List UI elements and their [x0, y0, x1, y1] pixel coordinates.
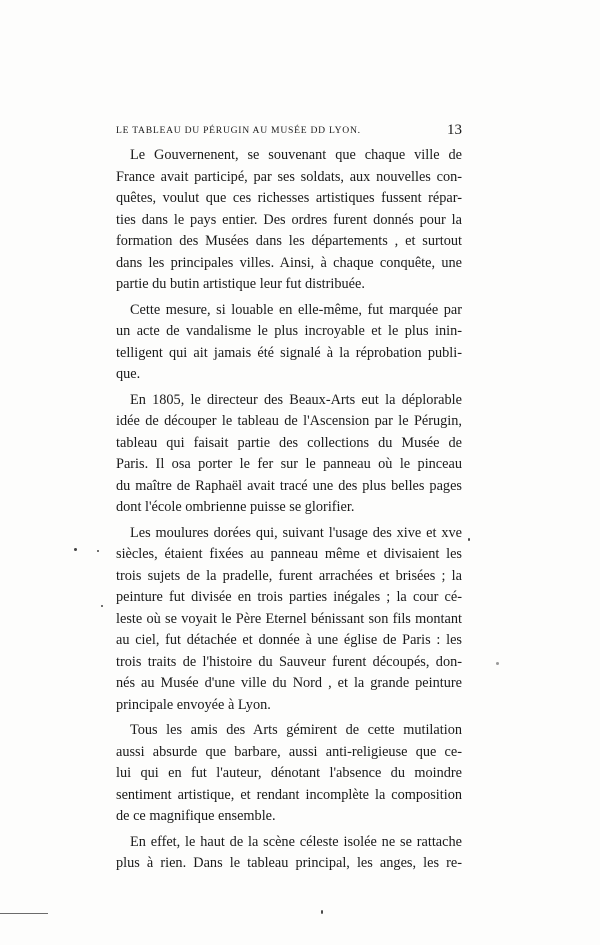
text-line: principale envoyée à Lyon.	[116, 696, 271, 713]
page-number: 13	[447, 122, 462, 138]
paragraph	[116, 390, 462, 519]
body-text	[116, 145, 462, 879]
text-line: formation des Musées dans les départements , et surtout	[116, 233, 462, 249]
text-line: dans les principales villes. Ainsi, à chaque conquête, une	[116, 254, 462, 271]
text-line: Les moulures dorées qui, suivant l'usage des xive et xve	[130, 524, 462, 541]
scan-speck	[101, 605, 103, 607]
text-line: trois traits de l'histoire du Sauveur furent découpés, don-	[116, 653, 462, 670]
text-line: Paris. Il osa porter le fer sur le panneau où le pinceau	[116, 456, 462, 472]
text-line: En effet, le haut de la scène céleste isolée ne se rattache	[130, 833, 462, 850]
text-line: un acte de vandalisme le plus incroyable et le plus inin-	[116, 323, 462, 339]
text-line: siècles, étaient fixées au panneau même et divisaient les	[116, 546, 462, 562]
scan-speck	[321, 910, 323, 914]
text-line: trois sujets de la pradelle, furent arrachées et brisées ; la	[116, 567, 462, 584]
scan-speck	[97, 550, 99, 552]
text-line: quêtes, voulut que ces richesses artistiques fussent répar-	[116, 190, 462, 206]
running-title: LE TABLEAU DU PÉRUGIN AU MUSÉE DD LYON.	[116, 125, 361, 136]
text-line: Le Gouvernenent, se souvenant que chaque ville de	[130, 147, 462, 163]
text-line: Tous les amis des Arts gémirent de cette mutilation	[130, 722, 462, 738]
text-line: telligent qui ait jamais été signalé à la réprobation publi-	[116, 344, 462, 361]
paragraph	[116, 145, 462, 296]
text-line: plus à rien. Dans le tableau principal, les anges, les re-	[116, 855, 462, 871]
text-line: Cette mesure, si louable en elle-même, fut marquée par	[130, 301, 462, 318]
scan-speck	[468, 538, 470, 541]
scan-speck	[74, 548, 77, 551]
text-line: France avait participé, par ses soldats, aux nouvelles con-	[116, 168, 462, 185]
footer-rule	[0, 913, 48, 914]
paragraph	[116, 720, 462, 828]
text-line: sentiment artistique, et rendant incomplète la composition	[116, 786, 462, 803]
text-line: que.	[116, 366, 141, 382]
text-line: tableau qui faisait partie des collections du Musée de	[116, 434, 462, 451]
text-line: ties dans le pays entier. Des ordres furent donnés pour la	[116, 211, 462, 228]
text-line: aussi absurde que barbare, aussi anti-religieuse que ce-	[116, 743, 462, 760]
text-line: leste où se voyait le Père Eternel bénissant son fils montant	[116, 610, 462, 627]
text-line: partie du butin artistique leur fut distribuée.	[116, 276, 365, 292]
text-line: nés au Musée d'une ville du Nord , et la grande peinture	[116, 675, 462, 691]
text-line: au ciel, fut détachée et donnée à une église de Paris : les	[116, 632, 462, 648]
text-line: idée de découper le tableau de l'Ascension par le Pérugin,	[116, 413, 462, 429]
scan-speck	[496, 662, 499, 665]
text-line: peinture fut divisée en trois parties inégales ; la cour cé-	[116, 589, 462, 605]
paragraph	[116, 832, 462, 875]
text-line: En 1805, le directeur des Beaux-Arts eut la déplorable	[130, 391, 462, 408]
text-line: lui qui en fut l'auteur, dénotant l'absence du moindre	[116, 765, 462, 781]
paragraph	[116, 523, 462, 717]
text-line: du maître de Raphaël avait tracé une des plus belles pages	[116, 477, 462, 494]
text-line: de ce magnifique ensemble.	[116, 808, 276, 824]
text-line: dont l'école ombrienne puisse se glorifier.	[116, 499, 355, 515]
running-head	[116, 123, 462, 141]
paragraph	[116, 300, 462, 386]
